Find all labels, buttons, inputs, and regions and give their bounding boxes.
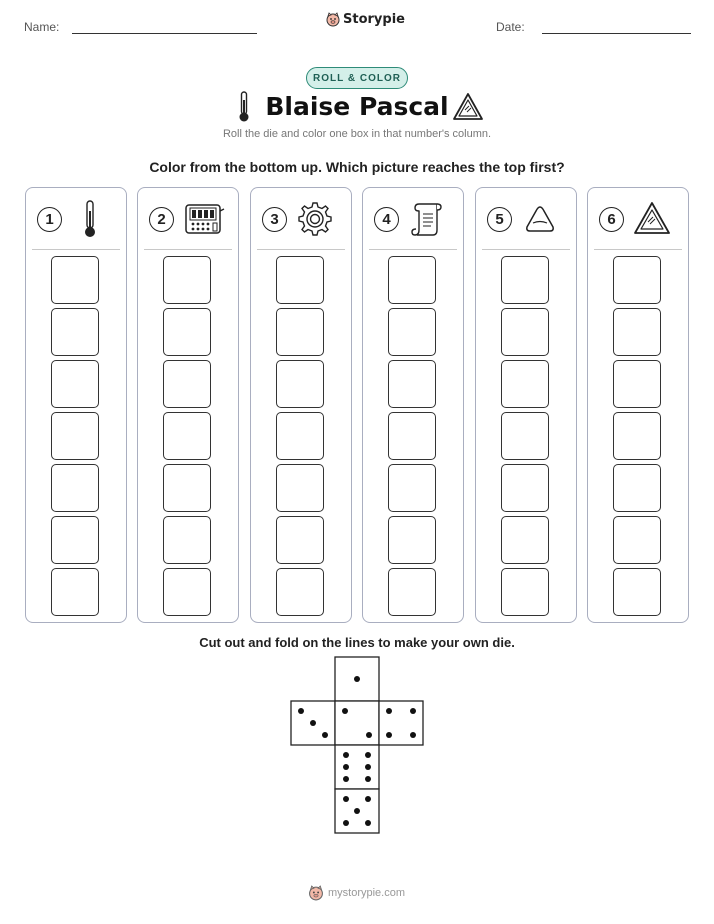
color-box[interactable]	[613, 516, 661, 564]
color-box[interactable]	[388, 464, 436, 512]
column-3	[250, 187, 352, 623]
color-box[interactable]	[501, 568, 549, 616]
column-4	[362, 187, 464, 623]
column-number: 1	[37, 207, 62, 232]
triangle-icon	[452, 92, 484, 122]
date-line[interactable]	[542, 33, 691, 34]
column-number: 3	[262, 207, 287, 232]
color-box[interactable]	[276, 464, 324, 512]
color-box[interactable]	[163, 568, 211, 616]
color-box[interactable]	[163, 464, 211, 512]
calculator-machine-icon	[182, 199, 226, 239]
die-face-2	[335, 701, 379, 745]
color-box[interactable]	[51, 568, 99, 616]
instruction: Color from the bottom up. Which picture reaches the top first?	[149, 159, 565, 175]
date-label: Date:	[496, 20, 525, 34]
column-number: 5	[487, 207, 512, 232]
die-face-4	[379, 701, 423, 745]
color-box[interactable]	[501, 308, 549, 356]
color-box[interactable]	[163, 412, 211, 460]
pig-mascot-icon	[326, 12, 340, 27]
column-6	[587, 187, 689, 623]
color-box[interactable]	[388, 412, 436, 460]
cut-instruction: Cut out and fold on the lines to make your own die.	[199, 635, 515, 650]
brand-logo	[326, 12, 405, 27]
column-5	[475, 187, 577, 623]
color-box[interactable]	[51, 464, 99, 512]
gear-icon	[295, 199, 335, 239]
column-divider	[144, 249, 232, 250]
subtitle: Roll the die and color one box in that number's column.	[222, 128, 492, 140]
color-box[interactable]	[163, 256, 211, 304]
die-face-6	[335, 745, 379, 789]
color-box[interactable]	[613, 308, 661, 356]
column-number: 4	[374, 207, 399, 232]
color-box[interactable]	[51, 308, 99, 356]
color-box[interactable]	[276, 308, 324, 356]
color-box[interactable]	[501, 360, 549, 408]
color-box[interactable]	[388, 256, 436, 304]
color-box[interactable]	[501, 412, 549, 460]
column-divider	[257, 249, 345, 250]
roll-color-badge: ROLL & COLOR	[306, 67, 408, 89]
cone-icon	[520, 199, 560, 239]
column-number: 6	[599, 207, 624, 232]
color-box[interactable]	[501, 516, 549, 564]
pig-mascot-icon	[308, 885, 324, 901]
color-box[interactable]	[163, 360, 211, 408]
color-box[interactable]	[51, 360, 99, 408]
column-2	[137, 187, 239, 623]
color-box[interactable]	[163, 308, 211, 356]
column-divider	[369, 249, 457, 250]
color-box[interactable]	[276, 360, 324, 408]
color-box[interactable]	[388, 568, 436, 616]
color-box[interactable]	[388, 308, 436, 356]
column-divider	[32, 249, 120, 250]
color-box[interactable]	[613, 464, 661, 512]
color-box[interactable]	[501, 256, 549, 304]
color-box[interactable]	[613, 568, 661, 616]
color-box[interactable]	[276, 516, 324, 564]
brand-name: Storypie	[343, 12, 405, 27]
footer	[308, 885, 405, 901]
color-box[interactable]	[388, 360, 436, 408]
column-divider	[482, 249, 570, 250]
name-line[interactable]	[72, 33, 257, 34]
name-label: Name:	[24, 20, 60, 34]
footer-url[interactable]: mystorypie.com	[328, 887, 406, 899]
scroll-icon	[407, 199, 447, 239]
die-net	[290, 656, 426, 836]
thermometer-icon	[70, 199, 110, 239]
color-box[interactable]	[163, 516, 211, 564]
color-box[interactable]	[501, 464, 549, 512]
color-box[interactable]	[613, 256, 661, 304]
color-box[interactable]	[276, 412, 324, 460]
column-divider	[594, 249, 682, 250]
triangle-icon	[632, 199, 672, 239]
column-1	[25, 187, 127, 623]
color-box[interactable]	[51, 256, 99, 304]
color-box[interactable]	[51, 516, 99, 564]
color-box[interactable]	[388, 516, 436, 564]
color-box[interactable]	[276, 568, 324, 616]
color-box[interactable]	[51, 412, 99, 460]
color-box[interactable]	[276, 256, 324, 304]
column-number: 2	[149, 207, 174, 232]
page-title: Blaise Pascal	[265, 92, 449, 121]
color-box[interactable]	[613, 360, 661, 408]
color-box[interactable]	[613, 412, 661, 460]
